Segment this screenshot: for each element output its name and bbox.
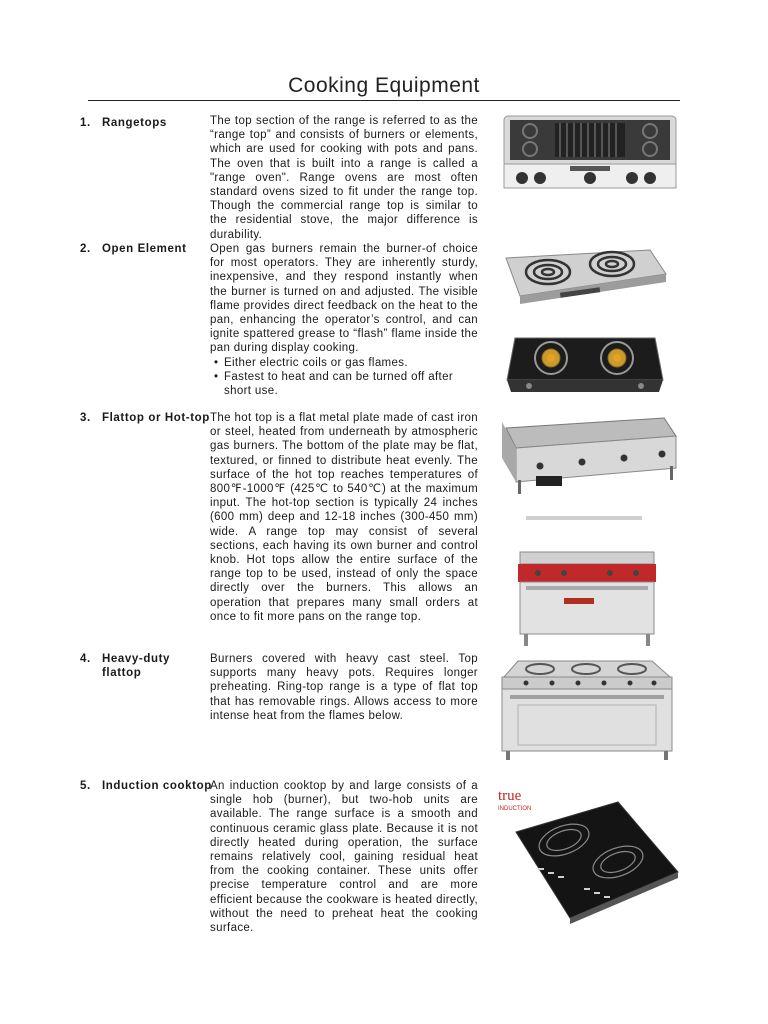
section-paragraph: The top section of the range is referred to as the “range top” and consists of burners or elements, which are used for cooking with pots and pans. The oven that is built into a range is called a "range oven". Range ovens are most often standard ovens sized to fit under the range top. Though the commercial range top is similar to the residential stove, the major difference is durability. <box>210 115 478 241</box>
section-number: 2. <box>80 243 91 255</box>
title-divider <box>88 100 680 101</box>
section-paragraph: Burners covered with heavy cast steel. Top supports many heavy pots. Requires longer preheating. Ring-top range is a type of flat top that has removable rings. Allows access to more intense heat from the flames below. <box>210 653 478 722</box>
section-number: 1. <box>80 117 91 129</box>
heavy-duty-range-oven-image <box>492 655 678 761</box>
bullet-icon: • <box>214 356 219 369</box>
bullet-list <box>210 356 478 399</box>
section-term: Flattop or Hot-top <box>102 412 210 424</box>
electric-coil-hotplate-image <box>500 244 670 308</box>
brand-logo-text: true <box>498 788 522 804</box>
section-term: Induction cooktop <box>102 780 212 792</box>
section-3-description <box>210 411 478 624</box>
section-paragraph: Open gas burners remain the burner-of choice for most operators. They are inherently sturdy, inexpensive, and they respond instantly when the burner is turned on and adjusted. The visible flame provides direct feedback on the heat to the pan, enhancing the operator’s control, and can ignite spattered grease to “flash” flame inside the pan during display cooking. <box>210 243 478 355</box>
section-paragraph: The hot top is a flat metal plate made of cast iron or steel, heated from underneath by atmospheric gas burners. The bottom of the plate may be flat, textured, or finned to distribute heat evenly. The surface of the hot top reaches temperatures of 800℉-1000℉ (425℃ to 540℃) at the maximum input. The hot-top section is typically 24 inches (600 mm) deep and 12-18 inches (300-450 mm) wide. A range top may consist of several sections, each having its own burner and control knob. Hot tops allow the entire surface of the range top to be used, instead of only the space directly over the burners. This allows an operation that prepares many small orders at once to fit more pans on the range top. <box>210 412 478 623</box>
section-5-term <box>80 779 212 793</box>
rangetop-image <box>500 112 680 192</box>
section-paragraph: An induction cooktop by and large consists of a single hob (burner), but two-hob units are available. The range surface is a smooth and continuous ceramic glass plate. Because it is not directly heated during operation, the surface remains relatively cool, gaining residual heat from the cooking container. These units offer precise temperature control and are more efficient because the cookware is heated directly, without the need to preheat heat the cooking surface. <box>210 780 478 935</box>
section-number: 3. <box>80 412 91 424</box>
brand-logo-subtext: INDUCTION <box>498 806 532 812</box>
section-2-term <box>80 242 212 256</box>
hot-top-range-oven-image <box>512 506 662 648</box>
page-title: Cooking Equipment <box>288 74 480 97</box>
griddle-flattop-image <box>496 412 680 496</box>
gas-burner-cooktop-image <box>505 330 665 396</box>
section-1-term <box>80 116 212 130</box>
section-term: Open Element <box>102 243 187 255</box>
section-5-description <box>210 779 478 935</box>
section-1-description <box>210 114 478 242</box>
section-number: 5. <box>80 780 91 792</box>
section-4-description <box>210 652 478 723</box>
section-term: Heavy-duty flattop <box>102 653 170 679</box>
induction-cooktop-image <box>490 780 680 926</box>
bullet-item: • Either electric coils or gas flames. <box>214 356 408 369</box>
section-term: Rangetops <box>102 117 167 129</box>
section-number: 4. <box>80 653 91 665</box>
section-3-term <box>80 411 212 425</box>
bullet-item: • Fastest to heat and can be turned off after short use. <box>214 370 454 398</box>
section-2-description <box>210 242 478 398</box>
section-4-term <box>80 652 212 680</box>
bullet-icon: • <box>214 370 219 383</box>
